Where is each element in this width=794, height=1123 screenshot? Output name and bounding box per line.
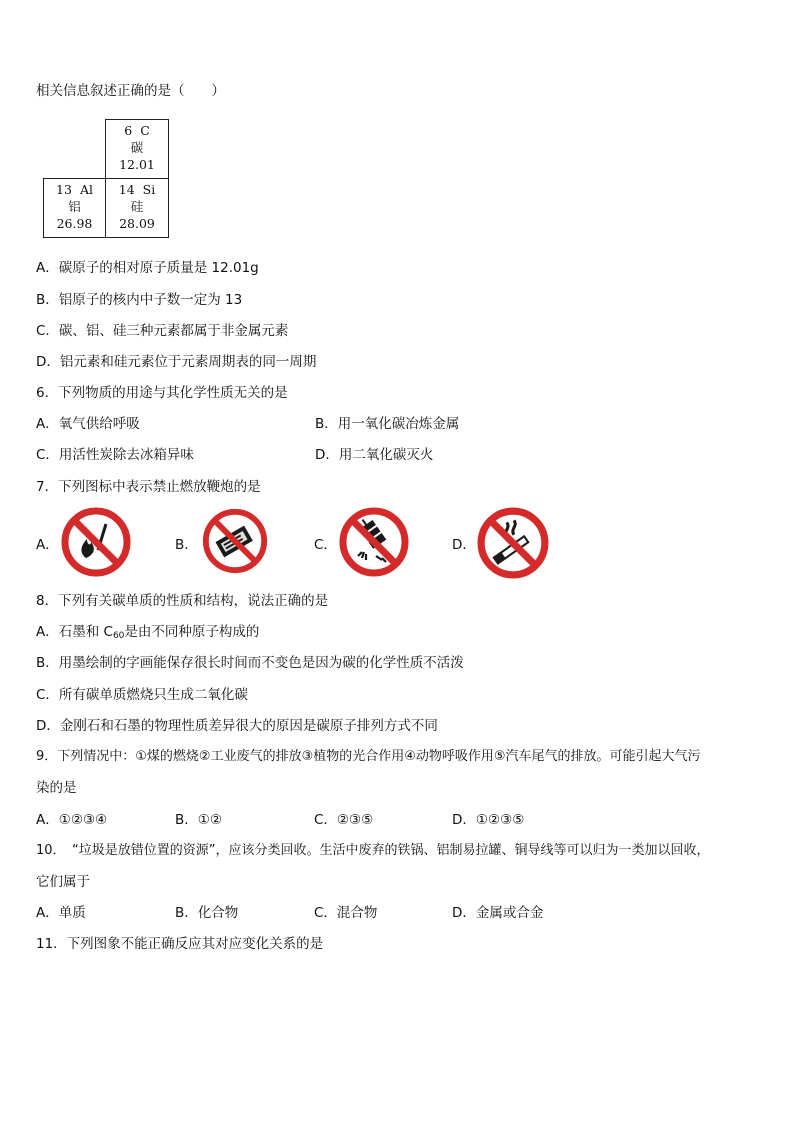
element-symbol: C xyxy=(140,123,150,138)
q7-option-c-letter: C． xyxy=(314,537,337,553)
q5-option-a: A．碳原子的相对原子质量是 12.01g xyxy=(36,260,259,276)
q9-option-d: D．①②③⑤ xyxy=(452,812,525,828)
element-symbol: Si xyxy=(142,182,156,197)
atomic-mass: 12.01 xyxy=(119,157,155,172)
q9-option-a: A．①②③④ xyxy=(36,812,108,828)
q9-option-c: C．②③⑤ xyxy=(314,812,374,828)
no-open-flame-icon xyxy=(60,506,132,578)
q5-option-b: B．铝原子的核内中子数一定为 13 xyxy=(36,292,243,308)
q10-option-d: D．金属或合金 xyxy=(452,905,544,921)
q8-option-d: D．金刚石和石墨的物理性质差异很大的原因是碳原子排列方式不同 xyxy=(36,718,438,734)
question-6-stem: 6．下列物质的用途与其化学性质无关的是 xyxy=(36,385,288,401)
q6-option-a: A．氧气供给呼吸 xyxy=(36,416,140,432)
element-cell-silicon xyxy=(105,178,169,238)
q8-option-a-prefix: A．石墨和 C xyxy=(36,624,113,640)
element-cell-aluminum xyxy=(43,178,106,238)
element-name: 碳 xyxy=(130,140,144,155)
atomic-mass: 26.98 xyxy=(56,216,93,231)
question-5-stem: 相关信息叙述正确的是（ ） xyxy=(36,83,225,99)
q6-option-c: C．用活性炭除去冰箱异味 xyxy=(36,447,194,463)
q10-option-a: A．单质 xyxy=(36,905,86,921)
q6-option-d: D．用二氧化碳灭火 xyxy=(315,447,434,463)
atomic-number: 13 xyxy=(56,182,72,197)
no-smoking-icon xyxy=(476,506,550,580)
q10-option-c: C．混合物 xyxy=(314,905,378,921)
no-fireworks-icon xyxy=(338,506,410,578)
question-10-stem-line1: 10． “垃圾是放错位置的资源”，应该分类回收。生活中废弃的铁锅、铝制易拉罐、铜导线等可以归为一类加以回收， xyxy=(36,843,710,858)
q5-option-c: C．碳、铝、硅三种元素都属于非金属元素 xyxy=(36,323,289,339)
q6-option-b: B．用一氧化碳冶炼金属 xyxy=(315,416,460,432)
q5-option-d: D．铝元素和硅元素位于元素周期表的同一周期 xyxy=(36,354,317,370)
periodic-table-excerpt xyxy=(43,119,169,238)
atomic-mass: 28.09 xyxy=(119,216,155,231)
atomic-number: 6 xyxy=(124,123,133,138)
question-9-stem-line1: 9．下列情况中：①煤的燃烧②工业废气的排放③植物的光合作用④动物呼吸作用⑤汽车尾气的排放。可能引起大气污 xyxy=(36,749,701,764)
q8-option-a-suffix: 是由不同种原子构成的 xyxy=(124,624,260,640)
question-11-stem: 11．下列图象不能正确反应其对应变化关系的是 xyxy=(36,936,324,952)
question-8-stem: 8．下列有关碳单质的性质和结构，说法正确的是 xyxy=(36,593,329,609)
q7-option-a-letter: A． xyxy=(36,537,59,553)
element-name: 铝 xyxy=(68,199,81,214)
element-symbol: Al xyxy=(79,182,93,197)
element-name: 硅 xyxy=(130,199,144,214)
q9-option-b: B．①② xyxy=(175,812,222,828)
q7-option-b-letter: B． xyxy=(175,537,198,553)
no-matches-icon xyxy=(200,506,270,576)
q10-option-b: B．化合物 xyxy=(175,905,239,921)
q8-option-a-subscript: 60 xyxy=(112,631,125,641)
q8-option-a xyxy=(36,623,259,645)
q8-option-b: B．用墨绘制的字画能保存很长时间而不变色是因为碳的化学性质不活泼 xyxy=(36,655,464,671)
element-cell-carbon xyxy=(105,119,169,179)
question-10-stem-line2: 它们属于 xyxy=(36,874,90,890)
question-9-stem-line2: 染的是 xyxy=(36,780,77,796)
q8-option-c: C．所有碳单质燃烧只生成二氧化碳 xyxy=(36,687,248,703)
question-7-stem: 7．下列图标中表示禁止燃放鞭炮的是 xyxy=(36,479,261,495)
q7-option-d-letter: D． xyxy=(452,537,476,553)
atomic-number: 14 xyxy=(118,182,135,197)
